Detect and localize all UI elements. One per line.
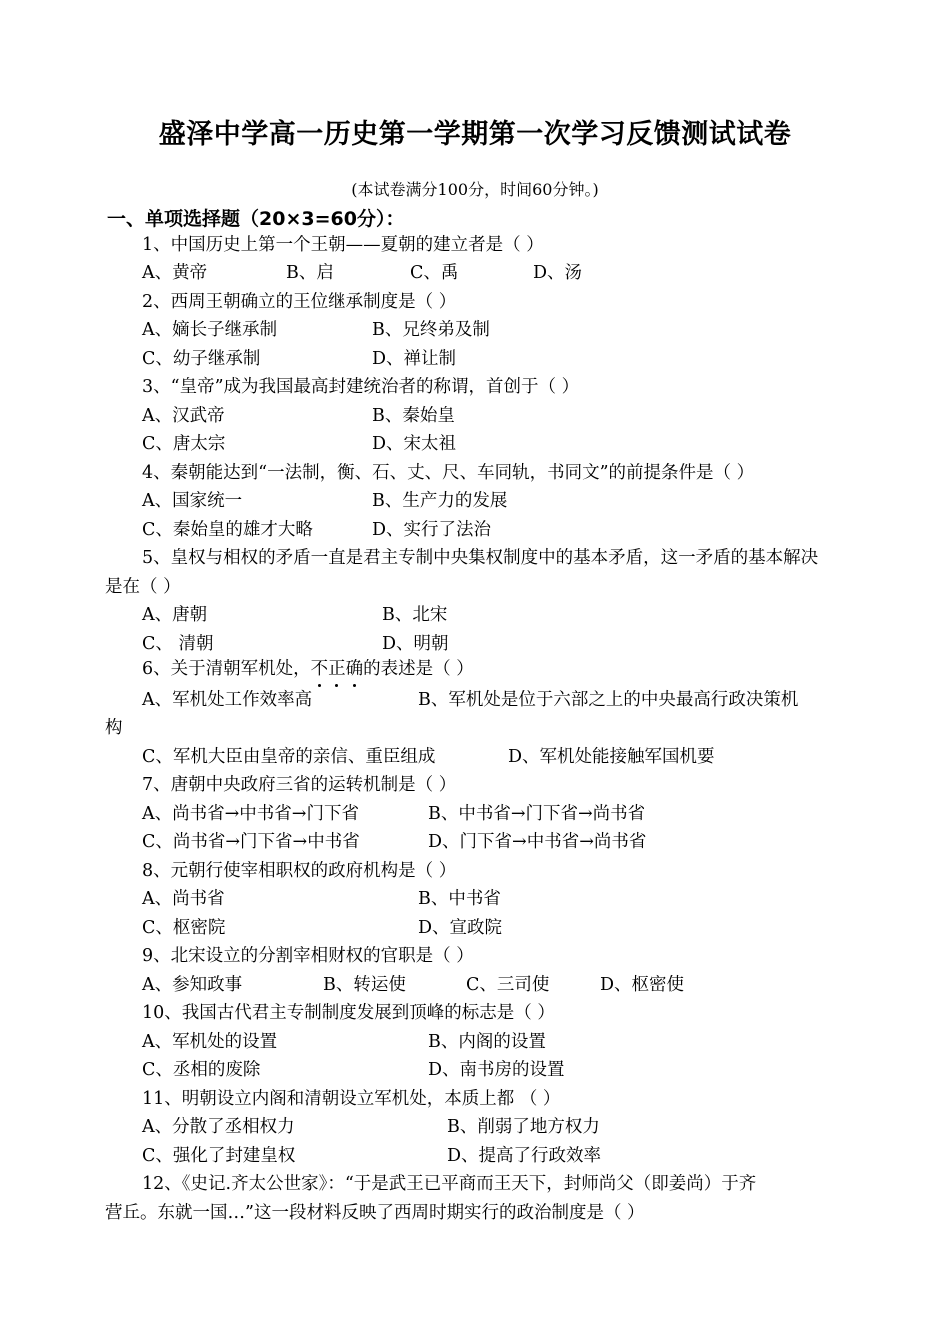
option-d: D、枢密使: [600, 975, 685, 995]
option-d: D、宣政院: [418, 918, 503, 938]
option-d: D、宋太祖: [372, 434, 457, 454]
option-b: B、中书省: [418, 889, 501, 909]
option-b: B、转运使: [323, 975, 406, 995]
option-a: A、唐朝: [142, 605, 208, 625]
option-c: C、军机大臣由皇帝的亲信、重臣组成: [142, 747, 436, 767]
page-title: 盛泽中学高一历史第一学期第一次学习反馈测试试卷: [158, 119, 792, 150]
option-a: A、军机处的设置: [142, 1032, 278, 1052]
option-b-continued: 构: [105, 718, 123, 738]
section-heading: 一、单项选择题（20×3=60分）：: [107, 208, 405, 230]
question-9: 9、北宋设立的分割宰相财权的官职是（ ）: [142, 946, 474, 966]
option-c: C、唐太宗: [142, 434, 226, 454]
option-d: D、禅让制: [372, 349, 457, 369]
question-6-text: 6、关于清朝军机处，: [142, 659, 311, 679]
option-a: A、分散了丞相权力: [142, 1117, 295, 1137]
question-2: 2、西周王朝确立的王位继承制度是（ ）: [142, 292, 457, 312]
option-b: B、兄终弟及制: [372, 320, 490, 340]
question-5: 5、皇权与相权的矛盾一直是君主专制中央集权制度中的基本矛盾，这一矛盾的基本解决: [142, 548, 819, 568]
option-c: C、强化了封建皇权: [142, 1146, 296, 1166]
option-a: A、汉武帝: [142, 406, 225, 426]
question-12: 12、《史记.齐太公世家》：“于是武王已平商而王天下，封师尚父（即姜尚）于齐: [142, 1174, 757, 1194]
option-b: B、内阁的设置: [428, 1032, 546, 1052]
question-11: 11、明朝设立内阁和清朝设立军机处，本质上都 （ ）: [142, 1089, 561, 1109]
option-c: C、幼子继承制: [142, 349, 261, 369]
question-10: 10、我国古代君主专制制度发展到顶峰的标志是（ ）: [142, 1003, 555, 1023]
question-4: 4、秦朝能达到“一法制，衡、石、丈、尺、车同轨，书同文”的前提条件是（ ）: [142, 463, 755, 483]
option-c: C、尚书省→门下省→中书省: [142, 832, 360, 852]
option-d: D、实行了法治: [372, 520, 492, 540]
option-d: D、门下省→中书省→尚书省: [428, 832, 647, 852]
option-b: B、北宋: [382, 605, 448, 625]
question-3: 3、“皇帝”成为我国最高封建统治者的称谓，首创于（ ）: [142, 377, 580, 397]
option-d: D、军机处能接触军国机要: [508, 747, 715, 767]
option-d: D、南书房的设置: [428, 1060, 565, 1080]
question-5-continued: 是在（ ）: [105, 577, 181, 597]
question-6: [142, 657, 474, 681]
option-c: C、枢密院: [142, 918, 226, 938]
question-8: 8、元朝行使宰相职权的政府机构是（ ）: [142, 861, 457, 881]
option-a: A、黄帝: [142, 263, 208, 283]
option-c: C、秦始皇的雄才大略: [142, 520, 313, 540]
option-b: B、生产力的发展: [372, 491, 508, 511]
option-c: C、三司使: [466, 975, 550, 995]
question-7: 7、唐朝中央政府三省的运转机制是（ ）: [142, 775, 457, 795]
option-c: C、 清朝: [142, 634, 214, 654]
option-a: A、嫡长子继承制: [142, 320, 278, 340]
option-d: D、汤: [533, 263, 583, 283]
option-b: B、秦始皇: [372, 406, 455, 426]
option-d: D、提高了行政效率: [447, 1146, 602, 1166]
emphasis-char: 确: [345, 659, 364, 679]
option-a: A、尚书省: [142, 889, 225, 909]
option-b: B、中书省→门下省→尚书省: [428, 804, 646, 824]
option-b: B、启: [286, 263, 334, 283]
option-a: A、军机处工作效率高: [142, 690, 313, 710]
question-1: 1、中国历史上第一个王朝——夏朝的建立者是（ ）: [142, 235, 544, 255]
option-a: A、参知政事: [142, 975, 243, 995]
option-a: A、尚书省→中书省→门下省: [142, 804, 359, 824]
question-6-text-end: 的表述是（ ）: [363, 659, 474, 679]
option-d: D、明朝: [382, 634, 449, 654]
emphasis-char: 正: [328, 659, 346, 679]
option-b: B、军机处是位于六部之上的中央最高行政决策机: [418, 690, 799, 710]
option-b: B、削弱了地方权力: [447, 1117, 600, 1137]
emphasis-char: 不: [310, 659, 329, 679]
question-12-continued: 营丘。东就一国…”这一段材料反映了西周时期实行的政治制度是（ ）: [105, 1203, 645, 1223]
option-c: C、禹: [410, 263, 459, 283]
exam-info: (本试卷满分100分，时间60分钟。): [351, 180, 599, 199]
option-c: C、丞相的废除: [142, 1060, 261, 1080]
option-a: A、国家统一: [142, 491, 243, 511]
